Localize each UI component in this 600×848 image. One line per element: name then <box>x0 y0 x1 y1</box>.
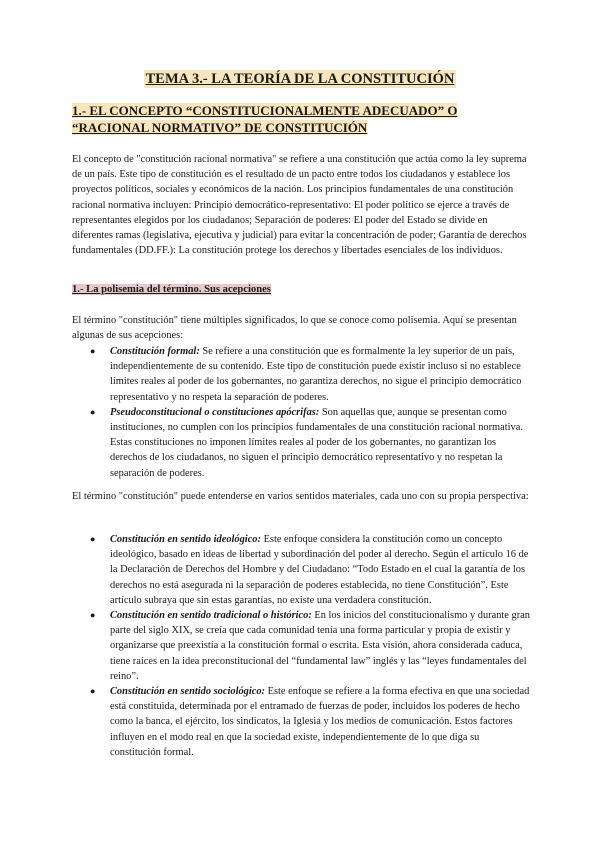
subsection-intro: El término "constitución" tiene múltiples significados, lo que se conoce como polisemia. Aquí se presentan algunas de sus acepciones: <box>72 315 517 342</box>
list-item-text: Se refiere a una constitución que es formalmente la ley superior de un país, independientemente de su contenido. Este tipo de constitución puede existir incluso si no establece límites reales al poder de los gobernantes, no garantiza derechos, no sigue el principio democrático representativo y no respeta la separación de poderes. <box>110 346 522 403</box>
list-item-text: Son aquellas que, aunque se presentan como instituciones, no cumplen con los principios fundamentales de una constitución racional normativa. Estas constituciones no imponen límites reales al poder de los gobernantes, no garantizan los derechos de los ciudadanos, no siguen el principio democrático representativo y no respetan la separación de poderes. <box>110 406 523 479</box>
list-item-term: Constitución en sentido sociológico: <box>110 686 266 698</box>
title-text: TEMA 3.- LA TEORÍA DE LA CONSTITUCIÓN <box>145 71 455 87</box>
list-item-term: Pseudoconstitucional o constituciones apócrifas: <box>110 406 320 418</box>
list-item <box>72 344 530 405</box>
list-item <box>72 608 530 684</box>
bullet-icon: ● <box>90 610 96 621</box>
list-item <box>72 405 530 481</box>
subsection-heading-text: 1.- La polisemia del término. Sus acepciones <box>72 284 271 295</box>
section-heading <box>72 102 532 136</box>
list-item <box>72 532 530 608</box>
list-item-term: Constitución en sentido tradicional o histórico: <box>110 610 312 622</box>
bullet-icon: ● <box>90 346 96 356</box>
bullet-icon: ● <box>90 686 96 697</box>
list-item-text: Este enfoque se refiere a la forma efectiva en que una sociedad está constituida, determinada por el entramado de fuerzas de poder, incluidos los poderes de hecho como la banca, el ejército, los sindicatos, la Iglesia y los medios de comunicación. Estos factores influyen en el modo real en que la sociedad existe, independientemente de lo que diga su constitución formal. <box>110 686 530 758</box>
list-item-term: Constitución formal: <box>110 346 200 357</box>
material-senses-intro: El término "constitución" puede entenderse en varios sentidos materiales, cada uno con su propia perspectiva: <box>72 491 529 502</box>
page-title <box>0 70 600 88</box>
section-paragraph: El concepto de "constitución racional normativa" se refiere a una constitución que actúa como la ley suprema de un país. Este tipo de constitución es el resultado de un pacto entre todos los ciudadanos y establece los proyectos políticos, sociales y económicos de la nación. Los principios fundamentales de una constitución racional normativa incluyen: Principio democrático-representativo: El poder político se ejerce a través de representantes elegidos por los ciudadanos; Separación de poderes: El poder del Estado se divide en diferentes ramas (legislativa, ejecutiva y judicial) para evitar la concentración de poder; Garantía de derechos fundamentales (DD.FF.): La constitución protege los derechos y libertades esenciales de los individuos. <box>72 154 527 257</box>
bullet-icon: ● <box>90 406 96 417</box>
list-item-text: En los inicios del constitucionalismo y durante gran parte del siglo XIX, se creía que cada comunidad tenía una forma particular y propia de existir y organizarse que preexistía a la constitución formal o escrita. Esta visión, ahora considerada caduca, tiene raíces en la idea preconstitucional del “fundamental law” inglés y las “leyes fundamentales del reino”. <box>110 610 530 682</box>
acepciones-list <box>72 344 530 481</box>
bullet-icon: ● <box>90 534 96 544</box>
list-item-text: Este enfoque considera la constitución como un concepto ideológico, basado en ideas de libertad y subordinación del poder al derecho. Según el artículo 16 de la Declaración de Derechos del Hombre y del Ciudadano: “Todo Estado en el cual la garantía de los derechos no está asegurada ni la separación de poderes establecida, no tiene Constitución”. Este artículo subraya que sin estas garantías, no existe una verdadera constitución. <box>110 534 529 606</box>
subsection-heading <box>72 284 271 295</box>
list-item <box>72 684 530 760</box>
material-senses-list <box>72 532 530 760</box>
section-heading-text: 1.- EL CONCEPTO “CONSTITUCIONALMENTE ADECUADO” O “RACIONAL NORMATIVO” DE CONSTITUCIÓN <box>72 103 458 135</box>
list-item-term: Constitución en sentido ideológico: <box>110 534 261 545</box>
